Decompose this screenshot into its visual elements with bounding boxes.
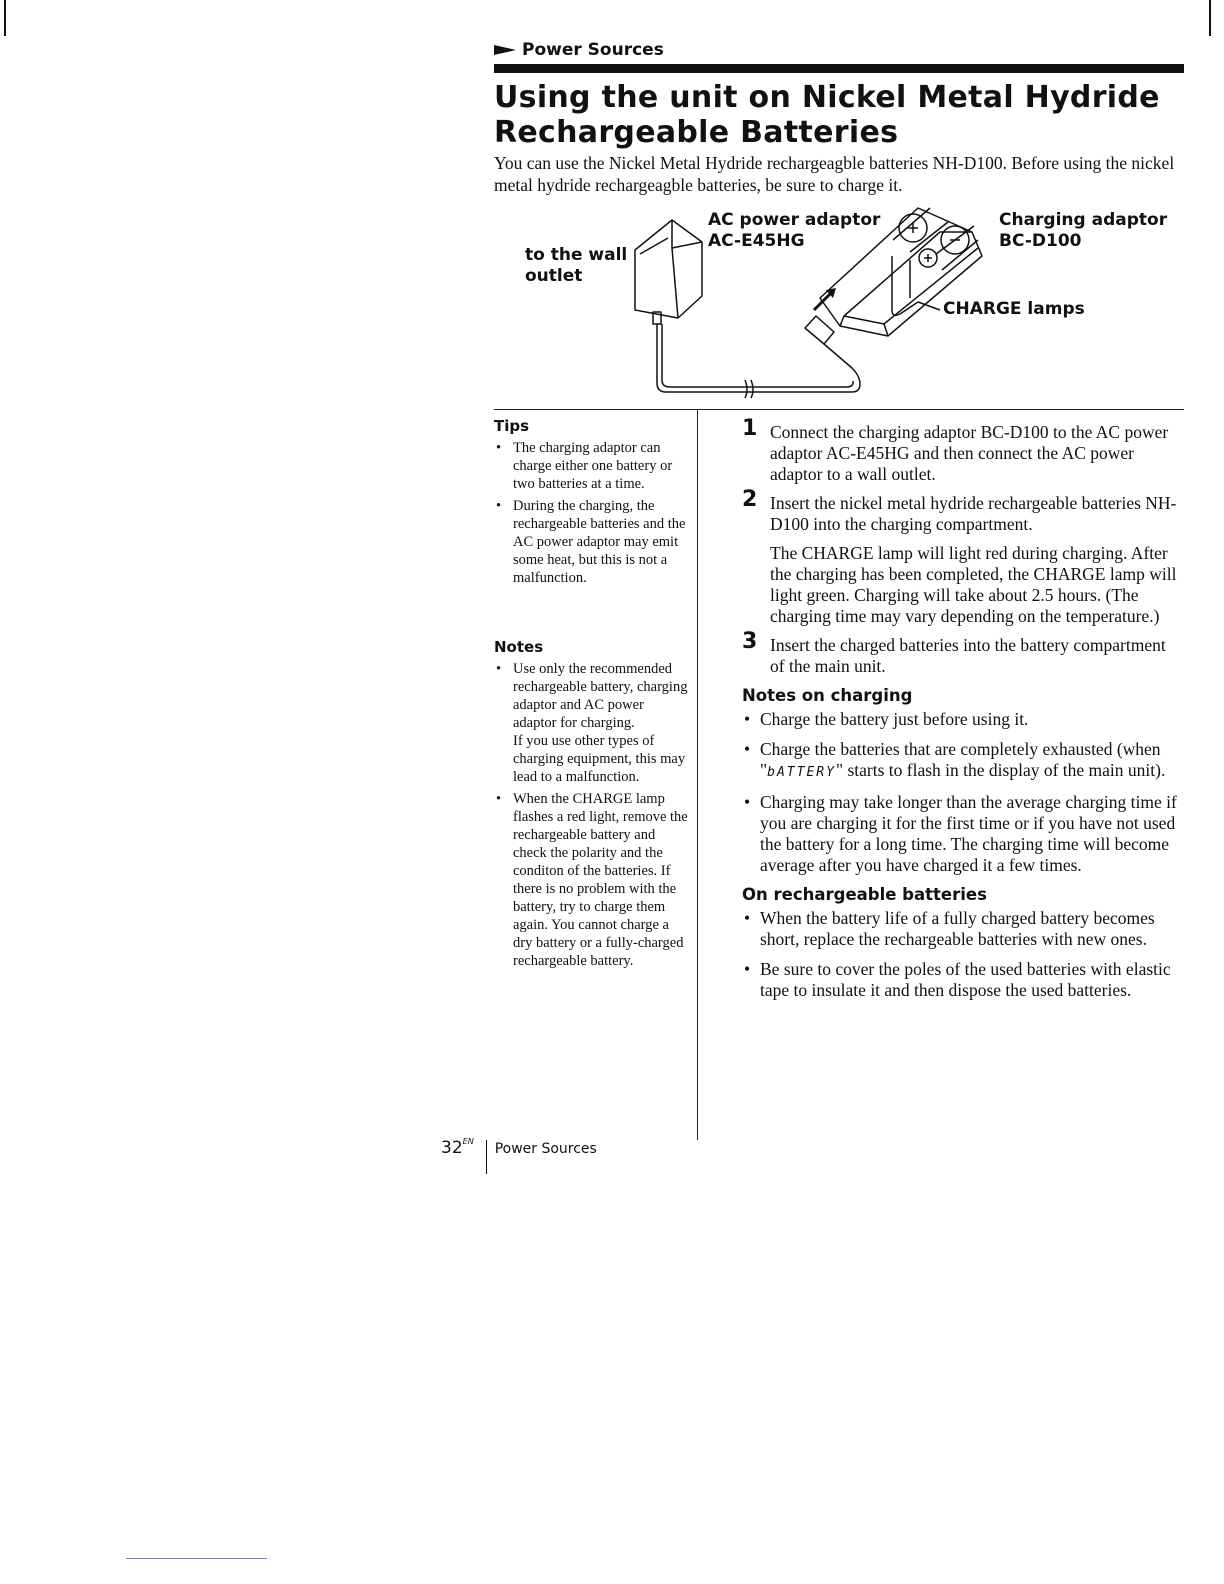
notes-on-charging-heading: Notes on charging bbox=[742, 686, 913, 705]
tip-item: • During the charging, the rechargeable batteries and the AC power adaptor may emit some heat, but this is not a malfunction. bbox=[513, 497, 690, 587]
page-edge-mark-left bbox=[4, 0, 6, 36]
note-item bbox=[513, 660, 690, 786]
notes-on-charging-list bbox=[742, 709, 1182, 876]
main-column bbox=[742, 416, 1182, 1010]
bottom-rule bbox=[126, 1558, 267, 1559]
step-text: Connect the charging adaptor BC-D100 to the AC power adaptor AC-E45HG and then connect the AC power adaptor to a wall outlet. bbox=[770, 422, 1169, 484]
intro-paragraph: You can use the Nickel Metal Hydride rechargeagble batteries NH-D100. Before using the nickel metal hydride rechargeagble batteries, be sure to charge it. bbox=[494, 153, 1175, 195]
step-number: 1 bbox=[742, 416, 758, 441]
on-rechargeable-list bbox=[742, 908, 1182, 1001]
step-number: 2 bbox=[742, 487, 758, 512]
charging-note-text: " starts to flash in the display of the main unit). bbox=[835, 760, 1166, 780]
rechargeable-note-item: • When the battery life of a fully charged battery becomes short, replace the rechargeable batteries with new ones. bbox=[760, 908, 1182, 950]
section-header-label: Power Sources bbox=[522, 40, 664, 60]
page-footer bbox=[441, 1138, 597, 1174]
notes-list bbox=[494, 660, 690, 970]
page-number-value: 32 bbox=[441, 1138, 463, 1158]
lcd-display-text: bATTERY bbox=[767, 765, 836, 780]
step-text: Insert the nickel metal hydride rechargeable batteries NH-D100 into the charging compartment. bbox=[770, 493, 1177, 534]
charging-diagram bbox=[500, 198, 1184, 408]
charge-lamps-label: CHARGE lamps bbox=[943, 299, 1085, 319]
ac-adaptor-label: AC power adaptor AC-E45HG bbox=[708, 210, 881, 251]
column-rule bbox=[697, 410, 698, 1140]
arrow-right-icon bbox=[494, 45, 516, 55]
page-number bbox=[441, 1138, 474, 1158]
tips-section bbox=[494, 417, 690, 591]
notes-section bbox=[494, 638, 690, 974]
footer-separator bbox=[486, 1140, 487, 1174]
charging-adaptor-label: Charging adaptor BC-D100 bbox=[999, 210, 1168, 251]
step-extra-text: The CHARGE lamp will light red during charging. After the charging has been completed, the CHARGE lamp will light green. Charging will take about 2.5 hours. (The charging time may vary depending on the temperature.) bbox=[770, 543, 1177, 626]
step-2 bbox=[742, 487, 1182, 627]
step-3 bbox=[742, 629, 1182, 677]
page-title: Using the unit on Nickel Metal Hydride Rechargeable Batteries bbox=[494, 80, 1160, 150]
tips-list bbox=[494, 439, 690, 587]
tip-item: • The charging adaptor can charge either one battery or two batteries at a time. bbox=[513, 439, 690, 493]
header-rule bbox=[494, 64, 1184, 73]
note-text: Use only the recommended rechargeable battery, charging adaptor and AC power adaptor for charging. bbox=[513, 661, 688, 731]
step-number: 3 bbox=[742, 629, 758, 654]
charging-note-item: • Charging may take longer than the average charging time if you are charging it for the first time or if you have not used the battery for a long time. The charging time will become average after you have charged it a few times. bbox=[760, 792, 1182, 876]
step-1 bbox=[742, 416, 1182, 485]
section-divider bbox=[494, 409, 1184, 410]
tips-heading: Tips bbox=[494, 417, 530, 435]
charging-note-text: Charge the batteries that are completely exhausted (when " bbox=[760, 739, 1161, 780]
wall-outlet-label: to the wall outlet bbox=[525, 245, 628, 286]
note-item: • When the CHARGE lamp flashes a red light, remove the rechargeable battery and check the polarity and the conditon of the batteries. If there is no problem with the battery, try to charge them again. You cannot charge a dry battery or a fully-charged rechargeable battery. bbox=[513, 790, 690, 970]
rechargeable-note-item: • Be sure to cover the poles of the used batteries with elastic tape to insulate it and then dispose the used batteries. bbox=[760, 959, 1182, 1001]
footer-section-label: Power Sources bbox=[494, 1141, 597, 1157]
step-text: Insert the charged batteries into the battery compartment of the main unit. bbox=[770, 635, 1166, 676]
on-rechargeable-heading: On rechargeable batteries bbox=[742, 885, 987, 904]
section-header bbox=[494, 40, 664, 60]
notes-heading: Notes bbox=[494, 638, 544, 656]
note-text: If you use other types of charging equipment, this may lead to a malfunction. bbox=[513, 733, 686, 785]
charging-note-item: • Charge the battery just before using it. bbox=[760, 709, 1182, 730]
charging-note-item bbox=[760, 739, 1182, 783]
ac-adaptor-icon bbox=[635, 220, 702, 324]
page-edge-mark-right bbox=[1209, 0, 1211, 36]
power-cable-icon bbox=[657, 316, 860, 398]
page-language-suffix: EN bbox=[462, 1137, 474, 1146]
